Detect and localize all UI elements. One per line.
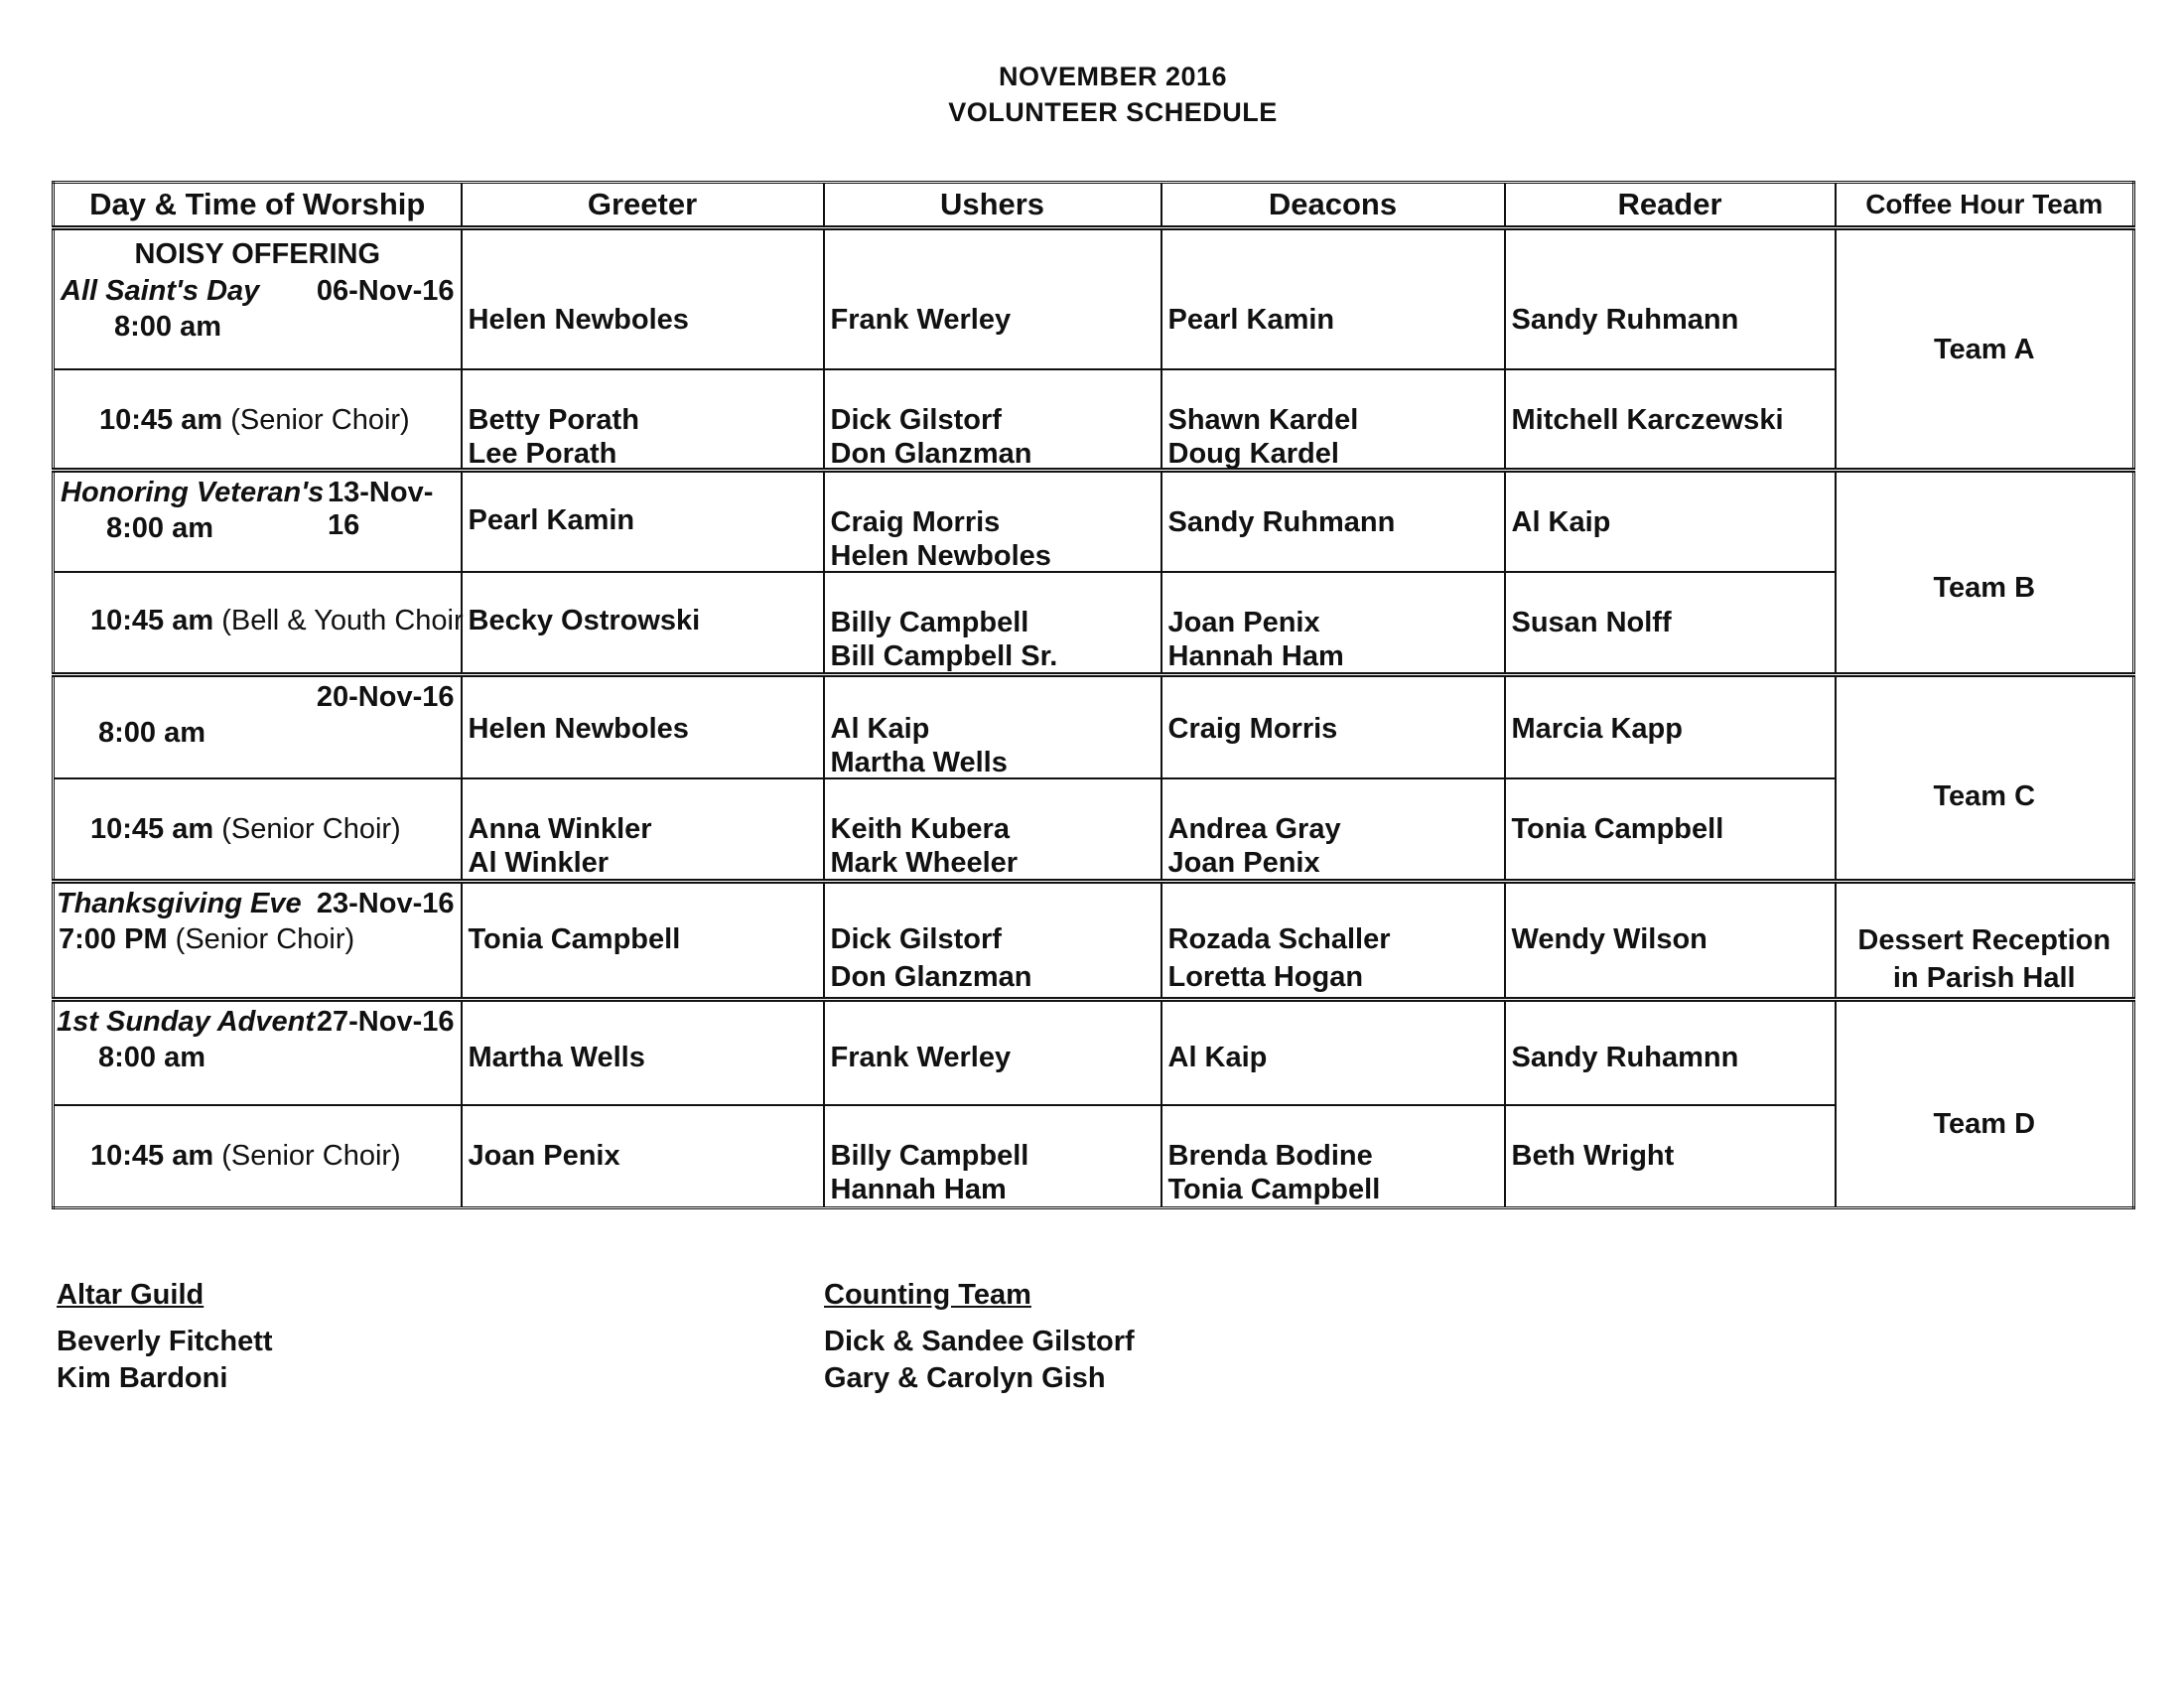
event-name: 1st Sunday Advent <box>57 1006 315 1038</box>
coffee-team-location: in Parish Hall <box>1892 962 2076 994</box>
reader-cell <box>1505 471 1836 572</box>
deacon-name: Craig Morris <box>1167 713 1338 745</box>
day-time-cell <box>54 1105 462 1208</box>
greeter-name: Becky Ostrowski <box>468 604 701 636</box>
greeter-name: Pearl Kamin <box>468 504 635 536</box>
coffee-team-name: Team C <box>1933 779 2036 812</box>
table-row <box>54 778 2134 882</box>
coffee-team-name: Team B <box>1933 571 2036 604</box>
ushers-cell <box>824 228 1161 369</box>
service-time: 10:45 am (Bell & Youth Choir <box>90 604 464 636</box>
deacon-name: Hannah Ham <box>1167 639 1344 672</box>
table-row <box>54 369 2134 471</box>
reader-cell <box>1505 1105 1836 1208</box>
counting-team-section <box>824 1279 1135 1397</box>
usher-name: Don Glanzman <box>830 961 1032 993</box>
counting-team-heading: Counting Team <box>824 1279 1031 1311</box>
day-time-cell <box>54 369 462 471</box>
service-time: 8:00 am <box>114 311 222 343</box>
deacon-name: Pearl Kamin <box>1167 304 1335 336</box>
reader-name: Sandy Ruhamnn <box>1511 1042 1739 1073</box>
ushers-cell <box>824 1000 1161 1105</box>
table-row <box>54 675 2134 778</box>
usher-name: Dick Gilstorf <box>830 403 1002 436</box>
service-time: 10:45 am (Senior Choir) <box>90 1139 401 1172</box>
day-time-cell <box>54 675 462 778</box>
reader-name: Susan Nolff <box>1511 606 1672 638</box>
deacons-cell <box>1161 1105 1505 1208</box>
greeter-name: Lee Porath <box>468 437 617 470</box>
greeter-name: Anna Winkler <box>468 812 652 845</box>
event-date: 27-Nov-16 <box>316 1006 455 1038</box>
ushers-cell <box>824 471 1161 572</box>
deacon-name: Tonia Campbell <box>1167 1173 1381 1205</box>
reader-name: Sandy Ruhmann <box>1511 304 1739 336</box>
event-name: Honoring Veteran's <box>61 477 325 508</box>
deacon-name: Sandy Ruhmann <box>1167 506 1396 538</box>
greeter-name: Helen Newboles <box>468 304 689 336</box>
deacons-cell <box>1161 228 1505 369</box>
reader-name: Tonia Campbell <box>1511 812 1724 845</box>
day-time-cell <box>54 471 462 572</box>
reader-cell <box>1505 882 1836 1000</box>
day-time-cell <box>54 778 462 882</box>
reader-name: Marcia Kapp <box>1511 713 1683 745</box>
deacons-cell <box>1161 882 1505 1000</box>
usher-name: Dick Gilstorf <box>830 923 1002 955</box>
deacons-cell <box>1161 675 1505 778</box>
header-row <box>54 183 2134 228</box>
usher-name: Keith Kubera <box>830 812 1010 845</box>
counting-team-member: Gary & Carolyn Gish <box>824 1362 1106 1394</box>
deacon-name: Shawn Kardel <box>1167 403 1359 436</box>
counting-team-member: Dick & Sandee Gilstorf <box>824 1326 1135 1357</box>
table-row <box>54 228 2134 369</box>
day-time-cell <box>54 572 462 675</box>
reader-name: Wendy Wilson <box>1511 923 1707 955</box>
table-row <box>54 1105 2134 1208</box>
service-time: 8:00 am <box>98 1042 206 1073</box>
altar-guild-section <box>57 1279 273 1397</box>
usher-name: Bill Campbell Sr. <box>830 639 1058 672</box>
page-subtitle: VOLUNTEER SCHEDULE <box>948 97 1278 127</box>
day-time-cell <box>54 228 462 369</box>
ushers-cell <box>824 778 1161 882</box>
deacons-cell <box>1161 471 1505 572</box>
greeter-name: Al Winkler <box>468 846 610 879</box>
coffee-team-cell <box>1836 882 2134 1000</box>
greeter-cell <box>462 369 824 471</box>
ushers-cell <box>824 882 1161 1000</box>
day-time-cell <box>54 882 462 1000</box>
deacons-cell <box>1161 369 1505 471</box>
reader-cell <box>1505 572 1836 675</box>
col-header-deacons: Deacons <box>1161 183 1505 228</box>
greeter-cell <box>462 778 824 882</box>
reader-cell <box>1505 369 1836 471</box>
reader-cell <box>1505 675 1836 778</box>
deacon-name: Brenda Bodine <box>1167 1139 1373 1172</box>
deacon-name: Al Kaip <box>1167 1042 1268 1073</box>
usher-name: Mark Wheeler <box>830 846 1019 879</box>
coffee-team-cell <box>1836 471 2134 675</box>
coffee-team-cell <box>1836 675 2134 882</box>
deacon-name: Doug Kardel <box>1167 437 1339 470</box>
coffee-team-name: Team A <box>1933 333 2035 365</box>
service-time: 8:00 am <box>106 512 214 544</box>
greeter-name: Tonia Campbell <box>468 923 681 955</box>
deacon-name: Loretta Hogan <box>1167 961 1364 993</box>
usher-name: Billy Campbell <box>830 606 1029 638</box>
coffee-team-cell <box>1836 1000 2134 1208</box>
coffee-team-cell <box>1836 228 2134 471</box>
page-title: NOVEMBER 2016 <box>998 62 1228 91</box>
coffee-team-name: Team D <box>1933 1108 2036 1140</box>
deacon-name: Joan Penix <box>1167 606 1320 638</box>
col-header-greeter: Greeter <box>462 183 824 228</box>
deacons-cell <box>1161 572 1505 675</box>
reader-cell <box>1505 228 1836 369</box>
deacons-cell <box>1161 778 1505 882</box>
deacon-name: Andrea Gray <box>1167 812 1341 845</box>
usher-name: Helen Newboles <box>830 540 1051 572</box>
service-time: 10:45 am (Senior Choir) <box>99 403 410 436</box>
greeter-cell <box>462 228 824 369</box>
usher-name: Craig Morris <box>830 506 1001 538</box>
col-header-reader: Reader <box>1505 183 1836 228</box>
deacons-cell <box>1161 1000 1505 1105</box>
greeter-cell <box>462 882 824 1000</box>
usher-name: Don Glanzman <box>830 437 1032 470</box>
service-time: 10:45 am (Senior Choir) <box>90 812 401 845</box>
schedule-table <box>52 181 2135 1209</box>
greeter-cell <box>462 1000 824 1105</box>
altar-guild-heading: Altar Guild <box>57 1279 205 1311</box>
day-time-cell <box>54 1000 462 1105</box>
greeter-cell <box>462 675 824 778</box>
greeter-cell <box>462 1105 824 1208</box>
greeter-name: Martha Wells <box>468 1042 645 1073</box>
ushers-cell <box>824 1105 1161 1208</box>
service-time: 8:00 am <box>98 717 206 749</box>
reader-name: Beth Wright <box>1511 1139 1675 1172</box>
coffee-team-name: Dessert Reception <box>1857 924 2112 956</box>
event-name: Thanksgiving Eve <box>57 888 302 919</box>
deacon-name: Joan Penix <box>1167 846 1320 879</box>
col-header-day-time: Day & Time of Worship <box>54 183 462 228</box>
event-date: 20-Nov-16 <box>316 681 455 713</box>
usher-name: Frank Werley <box>830 304 1012 336</box>
event-date: 06-Nov-16 <box>316 275 455 307</box>
table-row <box>54 572 2134 675</box>
usher-name: Martha Wells <box>830 747 1008 778</box>
altar-guild-member: Beverly Fitchett <box>57 1326 273 1357</box>
table-row <box>54 471 2134 572</box>
event-name: All Saint's Day <box>61 275 260 307</box>
reader-name: Al Kaip <box>1511 506 1611 538</box>
greeter-cell <box>462 572 824 675</box>
ushers-cell <box>824 675 1161 778</box>
table-row <box>54 1000 2134 1105</box>
col-header-ushers: Ushers <box>824 183 1161 228</box>
col-header-coffee-hour-team: Coffee Hour Team <box>1836 183 2134 228</box>
ushers-cell <box>824 369 1161 471</box>
deacon-name: Rozada Schaller <box>1167 923 1391 955</box>
usher-name: Frank Werley <box>830 1042 1012 1073</box>
greeter-cell <box>462 471 824 572</box>
noisy-offering-label: NOISY OFFERING <box>134 238 381 270</box>
table-row <box>54 882 2134 1000</box>
usher-name: Hannah Ham <box>830 1173 1007 1205</box>
greeter-name: Betty Porath <box>468 403 639 436</box>
ushers-cell <box>824 572 1161 675</box>
altar-guild-member: Kim Bardoni <box>57 1362 228 1394</box>
event-date: 23-Nov-16 <box>316 888 455 919</box>
service-time: 7:00 PM (Senior Choir) <box>59 923 355 955</box>
reader-name: Mitchell Karczewski <box>1511 403 1784 436</box>
usher-name: Billy Campbell <box>830 1139 1029 1172</box>
usher-name: Al Kaip <box>830 713 930 745</box>
greeter-name: Joan Penix <box>468 1139 620 1172</box>
event-date: 13-Nov-16 <box>328 477 434 541</box>
reader-cell <box>1505 778 1836 882</box>
greeter-name: Helen Newboles <box>468 713 689 745</box>
reader-cell <box>1505 1000 1836 1105</box>
